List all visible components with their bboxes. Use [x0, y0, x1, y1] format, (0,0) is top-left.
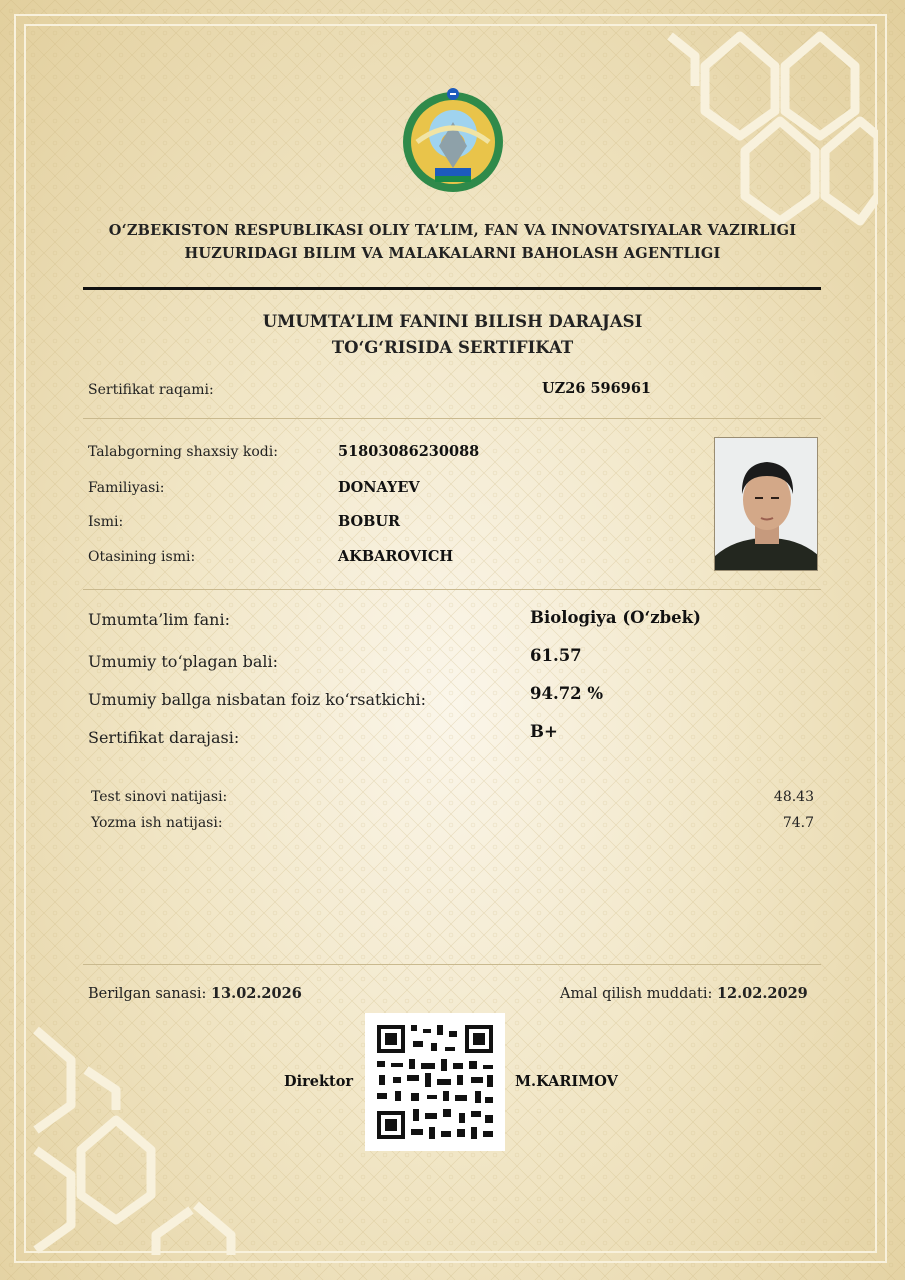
- surname-label: Familiyasi:: [88, 480, 165, 496]
- corner-ornament-top-right: [610, 26, 878, 241]
- director-name: M.KARIMOV: [515, 1073, 618, 1090]
- corner-ornament-bottom-left: [26, 1010, 326, 1255]
- certificate-title-line2: TO‘G‘RISIDA SERTIFIKAT: [331, 338, 574, 357]
- header-rule: [83, 287, 821, 290]
- written-result-value: 74.7: [782, 815, 814, 831]
- first-name-label: Ismi:: [88, 514, 124, 530]
- ministry-name-line1: O‘ZBEKISTON RESPUBLIKASI OLIY TA’LIM, FAN VA INNOVATSIYALAR VAZIRLIGI: [108, 222, 797, 239]
- total-score-label: Umumiy to‘plagan bali:: [88, 652, 278, 671]
- personal-code-value: 51803086230088: [338, 443, 480, 460]
- certificate-number-label: Sertifikat raqami:: [88, 382, 214, 398]
- certificate-title-line1: UMUMTA’LIM FANINI BILISH DARAJASI: [262, 312, 643, 331]
- validity-date: [560, 985, 808, 1002]
- percent-value: 94.72 %: [530, 684, 604, 703]
- director-role: Direktor: [284, 1073, 354, 1090]
- qr-code-icon: [365, 1013, 505, 1151]
- separator: [83, 418, 821, 419]
- total-score-value: 61.57: [530, 646, 582, 665]
- subject-value: Biologiya (O‘zbek): [530, 608, 701, 627]
- subject-label: Umumta’lim fani:: [88, 610, 230, 629]
- verification-qr-code[interactable]: [365, 1013, 505, 1151]
- separator: [83, 964, 821, 965]
- test-result-label: Test sinovi natijasi:: [91, 789, 228, 805]
- surname-value: DONAYEV: [338, 479, 420, 496]
- issue-date: [88, 985, 302, 1002]
- personal-code-label: Talabgorning shaxsiy kodi:: [88, 444, 278, 460]
- patronymic-label: Otasining ismi:: [88, 549, 196, 565]
- certificate-level-value: B+: [530, 722, 558, 741]
- patronymic-value: AKBAROVICH: [338, 548, 454, 565]
- written-result-label: Yozma ish natijasi:: [91, 815, 223, 831]
- person-avatar-icon: [715, 438, 818, 571]
- percent-label: Umumiy ballga nisbatan foiz ko‘rsatkichi:: [88, 690, 427, 709]
- ministry-name-line2: HUZURIDAGI BILIM VA MALAKALARNI BAHOLASH AGENTLIGI: [184, 245, 721, 262]
- issue-date-value: 13.02.2026: [210, 985, 302, 1002]
- separator: [83, 589, 821, 590]
- test-result-value: 48.43: [773, 789, 814, 805]
- validity-date-label: Amal qilish muddati:: [560, 986, 713, 1002]
- holder-photo: [714, 437, 818, 571]
- issue-date-label: Berilgan sanasi:: [88, 986, 207, 1002]
- state-emblem-icon: [397, 84, 509, 196]
- certificate-level-label: Sertifikat darajasi:: [88, 728, 240, 747]
- validity-date-value: 12.02.2029: [716, 985, 808, 1002]
- first-name-value: BOBUR: [338, 513, 401, 530]
- certificate-number-value: UZ26 596961: [542, 380, 651, 397]
